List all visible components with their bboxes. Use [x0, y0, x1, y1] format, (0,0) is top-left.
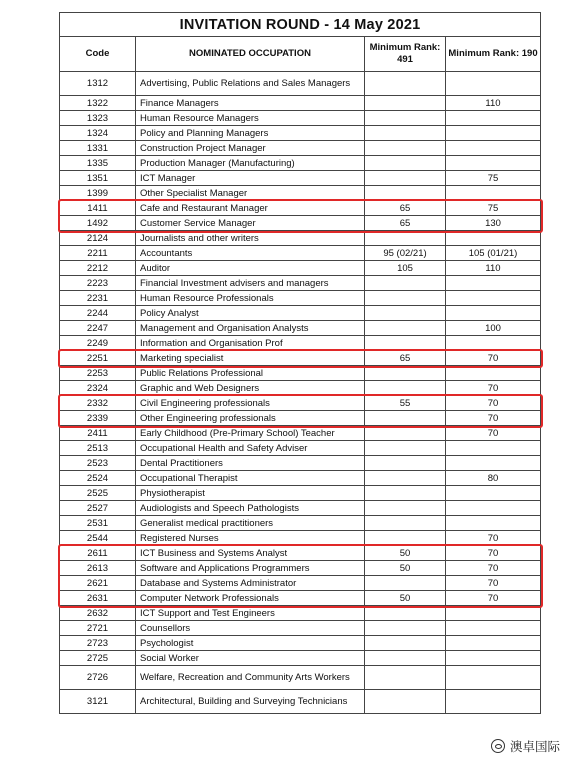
row-min-rank-491: [365, 186, 446, 201]
table-row: [60, 306, 541, 321]
row-occupation: Psychologist: [136, 636, 365, 651]
row-occupation: Auditor: [136, 261, 365, 276]
row-occupation: Journalists and other writers: [136, 231, 365, 246]
table-body: [60, 72, 541, 714]
row-code: 1331: [60, 141, 136, 156]
table-row: [60, 201, 541, 216]
row-code: 2631: [60, 591, 136, 606]
row-min-rank-190: 110: [446, 261, 541, 276]
row-min-rank-190: [446, 621, 541, 636]
row-min-rank-491: [365, 156, 446, 171]
row-min-rank-491: [365, 96, 446, 111]
row-min-rank-491: [365, 606, 446, 621]
table-row: [60, 636, 541, 651]
row-min-rank-190: [446, 126, 541, 141]
row-code: 2251: [60, 351, 136, 366]
row-occupation: Social Worker: [136, 651, 365, 666]
row-occupation: Database and Systems Administrator: [136, 576, 365, 591]
row-occupation: Other Specialist Manager: [136, 186, 365, 201]
row-code: 2611: [60, 546, 136, 561]
table-row: [60, 486, 541, 501]
row-occupation: Policy Analyst: [136, 306, 365, 321]
row-occupation: Customer Service Manager: [136, 216, 365, 231]
row-min-rank-190: [446, 690, 541, 714]
row-min-rank-491: [365, 72, 446, 96]
row-occupation: Information and Organisation Prof: [136, 336, 365, 351]
table-row: [60, 381, 541, 396]
row-code: 2411: [60, 426, 136, 441]
row-min-rank-190: [446, 306, 541, 321]
row-occupation: ICT Business and Systems Analyst: [136, 546, 365, 561]
row-min-rank-491: [365, 531, 446, 546]
row-min-rank-190: [446, 636, 541, 651]
row-min-rank-190: [446, 291, 541, 306]
table-row: [60, 426, 541, 441]
row-min-rank-491: [365, 321, 446, 336]
row-occupation: Dental Practitioners: [136, 456, 365, 471]
row-occupation: Finance Managers: [136, 96, 365, 111]
row-code: 2247: [60, 321, 136, 336]
row-code: 1399: [60, 186, 136, 201]
table-row: [60, 156, 541, 171]
row-code: 2525: [60, 486, 136, 501]
table-row: [60, 291, 541, 306]
table-row: [60, 501, 541, 516]
row-occupation: Civil Engineering professionals: [136, 396, 365, 411]
row-code: 2231: [60, 291, 136, 306]
row-code: 2613: [60, 561, 136, 576]
row-min-rank-190: [446, 516, 541, 531]
row-min-rank-491: [365, 291, 446, 306]
row-occupation: Advertising, Public Relations and Sales Managers: [136, 72, 365, 96]
row-code: 2513: [60, 441, 136, 456]
row-code: 2244: [60, 306, 136, 321]
row-min-rank-190: [446, 276, 541, 291]
table-row: [60, 690, 541, 714]
row-min-rank-190: [446, 156, 541, 171]
row-code: 2223: [60, 276, 136, 291]
row-min-rank-190: [446, 111, 541, 126]
row-min-rank-190: 100: [446, 321, 541, 336]
row-min-rank-190: 70: [446, 426, 541, 441]
row-occupation: Welfare, Recreation and Community Arts Workers: [136, 666, 365, 690]
table-row: [60, 72, 541, 96]
row-occupation: ICT Support and Test Engineers: [136, 606, 365, 621]
row-code: 2324: [60, 381, 136, 396]
row-min-rank-491: [365, 366, 446, 381]
row-occupation: Computer Network Professionals: [136, 591, 365, 606]
row-min-rank-190: 70: [446, 351, 541, 366]
table-row: [60, 411, 541, 426]
row-occupation: Marketing specialist: [136, 351, 365, 366]
row-min-rank-190: 70: [446, 381, 541, 396]
row-code: 2212: [60, 261, 136, 276]
row-min-rank-491: [365, 336, 446, 351]
table-row: [60, 606, 541, 621]
row-occupation: Financial Investment advisers and managers: [136, 276, 365, 291]
table-row: [60, 531, 541, 546]
row-occupation: Registered Nurses: [136, 531, 365, 546]
table-row: [60, 576, 541, 591]
row-code: 2249: [60, 336, 136, 351]
row-min-rank-190: [446, 72, 541, 96]
row-code: 1411: [60, 201, 136, 216]
table-row: [60, 396, 541, 411]
row-min-rank-190: 75: [446, 201, 541, 216]
table-row: [60, 216, 541, 231]
table-row: [60, 516, 541, 531]
table-row: [60, 246, 541, 261]
invitation-table: [59, 12, 541, 714]
row-min-rank-491: [365, 471, 446, 486]
row-occupation: Production Manager (Manufacturing): [136, 156, 365, 171]
row-min-rank-491: [365, 276, 446, 291]
row-occupation: Early Childhood (Pre-Primary School) Teacher: [136, 426, 365, 441]
row-occupation: Occupational Therapist: [136, 471, 365, 486]
table-row: [60, 456, 541, 471]
row-min-rank-491: 50: [365, 546, 446, 561]
row-code: 1335: [60, 156, 136, 171]
row-occupation: Physiotherapist: [136, 486, 365, 501]
row-code: 2721: [60, 621, 136, 636]
row-code: 1323: [60, 111, 136, 126]
watermark: [491, 737, 560, 755]
row-min-rank-190: [446, 651, 541, 666]
row-code: 2632: [60, 606, 136, 621]
row-min-rank-491: [365, 621, 446, 636]
row-occupation: Construction Project Manager: [136, 141, 365, 156]
row-min-rank-190: 130: [446, 216, 541, 231]
row-min-rank-491: [365, 411, 446, 426]
row-min-rank-190: [446, 501, 541, 516]
row-min-rank-190: 105 (01/21): [446, 246, 541, 261]
row-min-rank-491: 65: [365, 201, 446, 216]
row-min-rank-190: 70: [446, 531, 541, 546]
row-min-rank-190: 70: [446, 546, 541, 561]
row-min-rank-491: [365, 666, 446, 690]
row-occupation: Counsellors: [136, 621, 365, 636]
row-min-rank-190: 70: [446, 591, 541, 606]
row-code: 2531: [60, 516, 136, 531]
row-min-rank-491: 50: [365, 591, 446, 606]
watermark-text: 澳卓国际: [509, 739, 560, 754]
row-occupation: Generalist medical practitioners: [136, 516, 365, 531]
table-row: [60, 366, 541, 381]
row-min-rank-190: 110: [446, 96, 541, 111]
row-min-rank-190: [446, 606, 541, 621]
row-min-rank-491: 50: [365, 561, 446, 576]
table-row: [60, 546, 541, 561]
row-code: 1492: [60, 216, 136, 231]
row-min-rank-190: [446, 456, 541, 471]
table-row: [60, 96, 541, 111]
row-occupation: Audiologists and Speech Pathologists: [136, 501, 365, 516]
table-row: [60, 351, 541, 366]
header-min-rank-190: Minimum Rank: 190: [446, 37, 541, 72]
row-min-rank-190: 75: [446, 171, 541, 186]
row-min-rank-491: [365, 651, 446, 666]
row-min-rank-491: [365, 231, 446, 246]
table-row: [60, 591, 541, 606]
row-min-rank-491: [365, 501, 446, 516]
row-occupation: Management and Organisation Analysts: [136, 321, 365, 336]
table-row: [60, 471, 541, 486]
invitation-sheet: [59, 12, 540, 714]
table-row: [60, 621, 541, 636]
row-occupation: Public Relations Professional: [136, 366, 365, 381]
row-min-rank-491: [365, 111, 446, 126]
row-code: 3121: [60, 690, 136, 714]
table-row: [60, 321, 541, 336]
table-row: [60, 261, 541, 276]
table-row: [60, 141, 541, 156]
row-code: 2527: [60, 501, 136, 516]
row-min-rank-491: 65: [365, 351, 446, 366]
row-code: 2544: [60, 531, 136, 546]
row-min-rank-190: [446, 231, 541, 246]
header-code: Code: [60, 37, 136, 72]
row-min-rank-190: 80: [446, 471, 541, 486]
row-occupation: Occupational Health and Safety Adviser: [136, 441, 365, 456]
row-min-rank-491: [365, 576, 446, 591]
row-occupation: Architectural, Building and Surveying Technicians: [136, 690, 365, 714]
table-row: [60, 276, 541, 291]
table-row: [60, 651, 541, 666]
row-min-rank-491: [365, 141, 446, 156]
row-min-rank-491: 55: [365, 396, 446, 411]
row-code: 2725: [60, 651, 136, 666]
row-min-rank-491: [365, 381, 446, 396]
row-code: 1324: [60, 126, 136, 141]
row-min-rank-190: [446, 366, 541, 381]
row-code: 2339: [60, 411, 136, 426]
table-row: [60, 441, 541, 456]
row-code: 2332: [60, 396, 136, 411]
row-min-rank-491: [365, 171, 446, 186]
row-occupation: Human Resource Managers: [136, 111, 365, 126]
row-min-rank-491: 65: [365, 216, 446, 231]
row-min-rank-491: 95 (02/21): [365, 246, 446, 261]
row-occupation: Other Engineering professionals: [136, 411, 365, 426]
header-min-rank-491: Minimum Rank: 491: [365, 37, 446, 72]
row-code: 2211: [60, 246, 136, 261]
row-occupation: Policy and Planning Managers: [136, 126, 365, 141]
table-row: [60, 171, 541, 186]
row-occupation: Software and Applications Programmers: [136, 561, 365, 576]
row-min-rank-190: [446, 141, 541, 156]
row-occupation: Human Resource Professionals: [136, 291, 365, 306]
row-min-rank-190: [446, 336, 541, 351]
row-occupation: ICT Manager: [136, 171, 365, 186]
row-min-rank-190: [446, 186, 541, 201]
table-row: [60, 336, 541, 351]
row-min-rank-491: [365, 636, 446, 651]
row-min-rank-491: [365, 426, 446, 441]
row-code: 2726: [60, 666, 136, 690]
row-code: 1351: [60, 171, 136, 186]
row-min-rank-491: [365, 126, 446, 141]
row-code: 1312: [60, 72, 136, 96]
row-min-rank-190: [446, 486, 541, 501]
row-min-rank-190: [446, 666, 541, 690]
table-title: INVITATION ROUND - 14 May 2021: [60, 13, 541, 37]
table-row: [60, 231, 541, 246]
row-code: 2523: [60, 456, 136, 471]
header-occupation: NOMINATED OCCUPATION: [136, 37, 365, 72]
row-min-rank-190: 70: [446, 576, 541, 591]
row-min-rank-491: [365, 441, 446, 456]
row-min-rank-190: 70: [446, 561, 541, 576]
table-row: [60, 561, 541, 576]
row-min-rank-491: [365, 486, 446, 501]
row-occupation: Graphic and Web Designers: [136, 381, 365, 396]
row-occupation: Cafe and Restaurant Manager: [136, 201, 365, 216]
table-row: [60, 666, 541, 690]
row-occupation: Accountants: [136, 246, 365, 261]
row-code: 2524: [60, 471, 136, 486]
row-code: 2124: [60, 231, 136, 246]
row-min-rank-491: [365, 516, 446, 531]
row-min-rank-190: [446, 441, 541, 456]
table-row: [60, 111, 541, 126]
table-row: [60, 126, 541, 141]
row-code: 2621: [60, 576, 136, 591]
row-min-rank-491: [365, 456, 446, 471]
table-row: [60, 186, 541, 201]
wechat-icon: [491, 739, 505, 753]
row-min-rank-190: 70: [446, 396, 541, 411]
row-min-rank-491: 105: [365, 261, 446, 276]
row-min-rank-491: [365, 690, 446, 714]
row-min-rank-491: [365, 306, 446, 321]
row-code: 2253: [60, 366, 136, 381]
row-code: 1322: [60, 96, 136, 111]
row-min-rank-190: 70: [446, 411, 541, 426]
row-code: 2723: [60, 636, 136, 651]
